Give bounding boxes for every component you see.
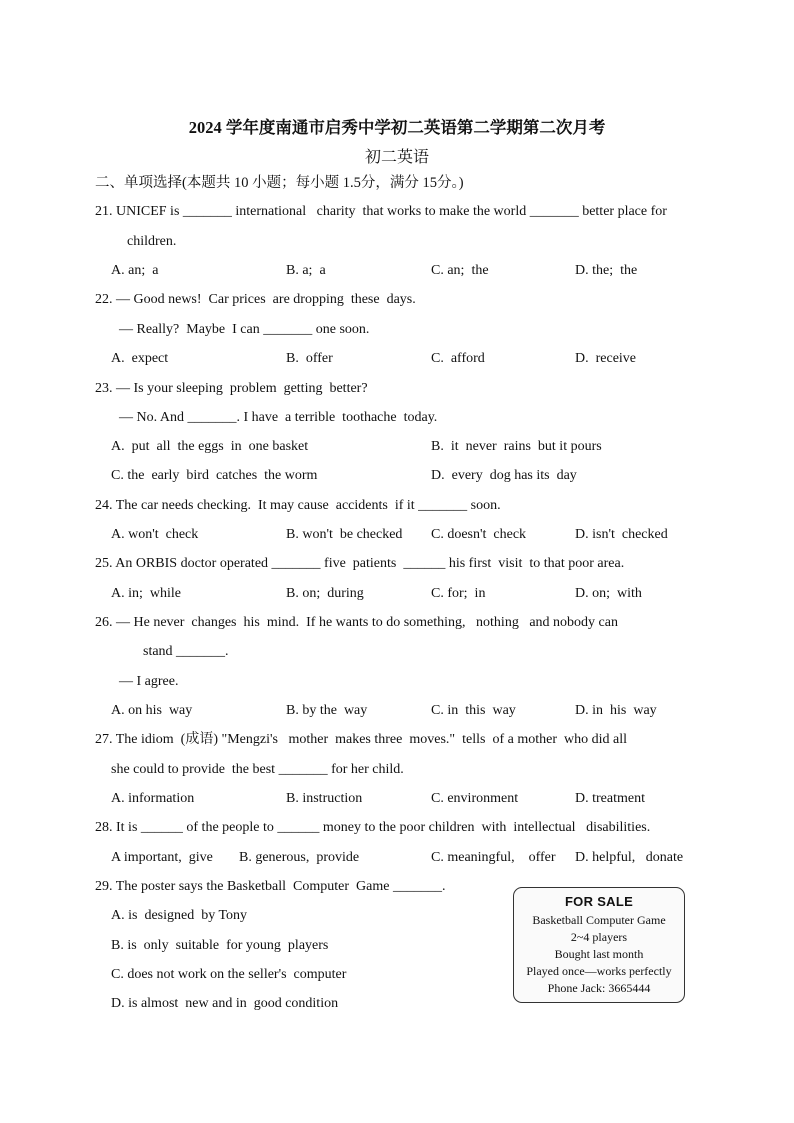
answer-option: B. a; a [286,263,326,278]
answer-option: C. in this way [431,703,516,718]
question-stem: 21. UNICEF is _______ international charity that works to make the world _______ better place for [95,204,667,219]
answer-option: B. generous, provide [239,850,360,865]
poster-line: Played once—works perfectly [526,964,672,978]
question-stem: — I agree. [119,674,179,689]
question-stem: 26. — He never changes his mind. If he wants to do something, nothing and nobody can [95,615,618,630]
section-heading: 二、单项选择(本题共 10 小题；每小题 1.5分，满分 15分。) [95,175,464,191]
answer-option: D. every dog has its day [431,468,577,483]
answer-option: A. on his way [111,703,193,718]
answer-option: C. for; in [431,586,486,601]
answer-option: D. in his way [575,703,657,718]
answer-option: C. environment [431,791,519,806]
answer-option: D. the; the [575,263,638,278]
question-stem: children. [127,234,177,249]
question-stem: 25. An ORBIS doctor operated _______ five patients ______ his first visit to that poor area. [95,556,625,571]
question-stem: 23. — Is your sleeping problem getting better? [95,381,368,396]
question-stem: 22. — Good news! Car prices are dropping these days. [95,292,416,307]
page-title: 2024 学年度南通市启秀中学初二英语第二学期第二次月考 [188,118,606,137]
answer-option: C. meaningful, offer [431,850,556,865]
answer-option: D. receive [575,351,637,366]
for-sale-poster [513,887,685,1003]
answer-option: C. the early bird catches the worm [111,468,318,483]
answer-option: D. helpful, donate [575,850,684,865]
answer-option: A. an; a [111,263,159,278]
answer-option: A. won't check [111,527,199,542]
question-stem: 29. The poster says the Basketball Computer Game _______. [95,879,446,894]
answer-option: D. on; with [575,586,642,601]
poster-line: Bought last month [554,947,644,961]
answer-option: B. it never rains but it pours [431,439,602,454]
answer-option: C. afford [431,351,485,366]
question-stem: 24. The car needs checking. It may cause accidents if it _______ soon. [95,498,501,513]
answer-option: A. expect [111,351,169,366]
answer-option: D. isn't checked [575,527,668,542]
answer-option: B. by the way [286,703,368,718]
page-subtitle: 初二英语 [364,149,429,166]
answer-option: A. is designed by Tony [111,908,248,923]
answer-option: C. doesn't check [431,527,527,542]
question-stem: stand _______. [143,644,229,659]
poster-line: Phone Jack: 3665444 [547,981,651,995]
answer-option: B. offer [286,351,333,366]
poster-heading: FOR SALE [564,894,634,909]
question-stem: — Really? Maybe I can _______ one soon. [119,322,370,337]
answer-option: C. does not work on the seller's computer [111,967,347,982]
answer-option: B. instruction [286,791,363,806]
answer-option: A. put all the eggs in one basket [111,439,309,454]
poster-line: 2~4 players [570,930,628,944]
answer-option: A. information [111,791,195,806]
question-stem: she could to provide the best _______ for her child. [111,762,404,777]
question-stem: — No. And _______. I have a terrible toothache today. [119,410,438,425]
question-stem: 27. The idiom (成语) "Mengzi's mother makes three moves." tells of a mother who did all [95,732,627,747]
question-stem: 28. It is ______ of the people to ______ money to the poor children with intellectual disabilities. [95,820,651,835]
answer-option: B. on; during [286,586,364,601]
answer-option: B. won't be checked [286,527,403,542]
poster-line: Basketball Computer Game [532,913,666,927]
answer-option: A important, give [111,850,213,865]
answer-option: D. treatment [575,791,645,806]
answer-option: A. in; while [111,586,181,601]
answer-option: B. is only suitable for young players [111,938,329,953]
answer-option: D. is almost new and in good condition [111,996,339,1011]
answer-option: C. an; the [431,263,489,278]
